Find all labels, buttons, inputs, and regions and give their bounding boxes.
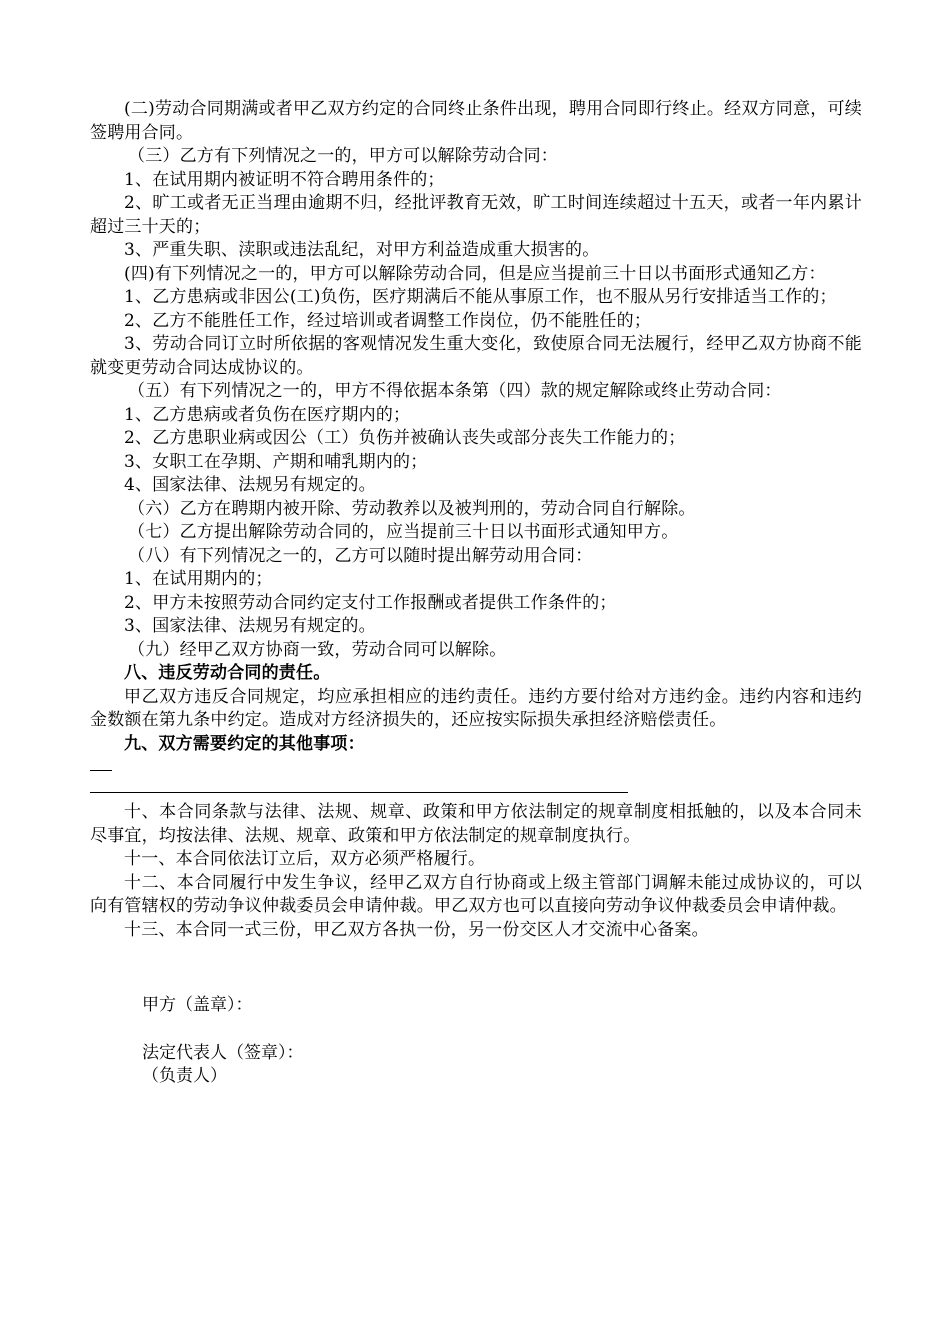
paragraph-clause-3-item-1: 1、在试用期内被证明不符合聘用条件的； bbox=[124, 169, 445, 190]
paragraph-clause-6: （六）乙方在聘期内被开除、劳动教养以及被判刑的，劳动合同自行解除。 bbox=[128, 498, 696, 519]
paragraph-clause-5-item-1: 1、乙方患病或者负伤在医疗期内的； bbox=[124, 404, 411, 425]
paragraph-section-13: 十三、本合同一式三份，甲乙双方各执一份，另一份交区人才交流中心备案。 bbox=[124, 919, 709, 940]
section-8-body: 甲乙双方违反合同规定，均应承担相应的违约责任。违约方要付给对方违约金。违约内容和违约金数额在第九条中约定。造成对方经济损失的，还应按实际损失承担经济赔偿责任。 bbox=[90, 686, 862, 730]
section-8-heading: 八、违反劳动合同的责任。 bbox=[124, 663, 331, 683]
paragraph-clause-5-item-3: 3、女职工在孕期、产期和哺乳期内的； bbox=[124, 451, 428, 472]
signature-party-a: 甲方（盖章）： bbox=[142, 995, 253, 1015]
paragraph-clause-5: （五）有下列情况之一的，甲方不得依据本条第（四）款的规定解除或终止劳动合同： bbox=[128, 381, 782, 401]
paragraph-clause-4: (四)有下列情况之一的，甲方可以解除劳动合同，但是应当提前三十日以书面形式通知乙方： bbox=[124, 263, 826, 284]
paragraph-clause-8: （八）有下列情况之一的，乙方可以随时提出解劳动用合同： bbox=[128, 545, 593, 566]
blank-fill-line bbox=[90, 792, 628, 793]
paragraph-clause-3: （三）乙方有下列情况之一的，甲方可以解除劳动合同： bbox=[128, 146, 558, 166]
paragraph-section-10: 十、本合同条款与法律、法规、规章、政策和甲方依法制定的规章制度相抵触的，以及本合同未尽事宜，均按法律、法规、规章、政策和甲方依法制定的规章制度执行。 bbox=[90, 802, 862, 846]
paragraph-section-11: 十一、本合同依法订立后，双方必须严格履行。 bbox=[124, 849, 486, 869]
paragraph-clause-4-item-2: 2、乙方不能胜任工作，经过培训或者调整工作岗位，仍不能胜任的； bbox=[124, 310, 652, 331]
paragraph-clause-7: （七）乙方提出解除劳动合同的，应当提前三十日以书面形式通知甲方。 bbox=[128, 522, 679, 542]
paragraph-clause-3-item-2: 2、旷工或者无正当理由逾期不归，经批评教育无效，旷工时间连续超过十五天，或者一年内累计超过三十天的； bbox=[90, 193, 862, 237]
paragraph-clause-9: （九）经甲乙双方协商一致，劳动合同可以解除。 bbox=[128, 639, 507, 660]
paragraph-clause-3-item-3: 3、严重失职、渎职或违法乱纪，对甲方利益造成重大损害的。 bbox=[124, 240, 600, 260]
paragraph-clause-4-item-1: 1、乙方患病或非因公(工)负伤，医疗期满后不能从事原工作，也不服从另行安排适当工作的； bbox=[124, 287, 837, 307]
blank-dash-mark bbox=[90, 770, 112, 771]
spacer bbox=[90, 1018, 862, 1042]
paragraph-termination-expiry: (二)劳动合同期满或者甲乙双方约定的合同终止条件出现，聘用合同即行终止。经双方同意，可续签聘用合同。 bbox=[90, 99, 862, 143]
paragraph-clause-4-item-3: 3、劳动合同订立时所依据的客观情况发生重大变化，致使原合同无法履行，经甲乙双方协商不能就变更劳动合同达成协议的。 bbox=[90, 334, 862, 378]
paragraph-clause-8-item-2: 2、甲方未按照劳动合同约定支付工作报酬或者提供工作条件的； bbox=[124, 592, 617, 613]
paragraph-clause-8-item-1: 1、在试用期内的； bbox=[124, 569, 273, 589]
paragraph-clause-5-item-4: 4、国家法律、法规另有规定的。 bbox=[124, 475, 376, 495]
contract-page bbox=[90, 98, 862, 1089]
paragraph-section-12: 十二、本合同履行中发生争议，经甲乙双方自行协商或上级主管部门调解未能过成协议的，可以向有管辖权的劳动争议仲裁委员会申请仲裁。甲乙双方也可以直接向劳动争议仲裁委员会申请仲裁。 bbox=[90, 872, 862, 916]
signature-responsible-person: （负责人） bbox=[142, 1066, 227, 1086]
signature-legal-representative: 法定代表人（签章）： bbox=[142, 1042, 304, 1063]
paragraph-clause-8-item-3: 3、国家法律、法规另有规定的。 bbox=[124, 616, 376, 636]
spacer bbox=[90, 942, 862, 994]
paragraph-clause-5-item-2: 2、乙方患职业病或因公（工）负伤并被确认丧失或部分丧失工作能力的； bbox=[124, 428, 686, 448]
blank-fill-area bbox=[90, 762, 862, 788]
section-9-heading: 九、双方需要约定的其他事项： bbox=[124, 733, 365, 754]
